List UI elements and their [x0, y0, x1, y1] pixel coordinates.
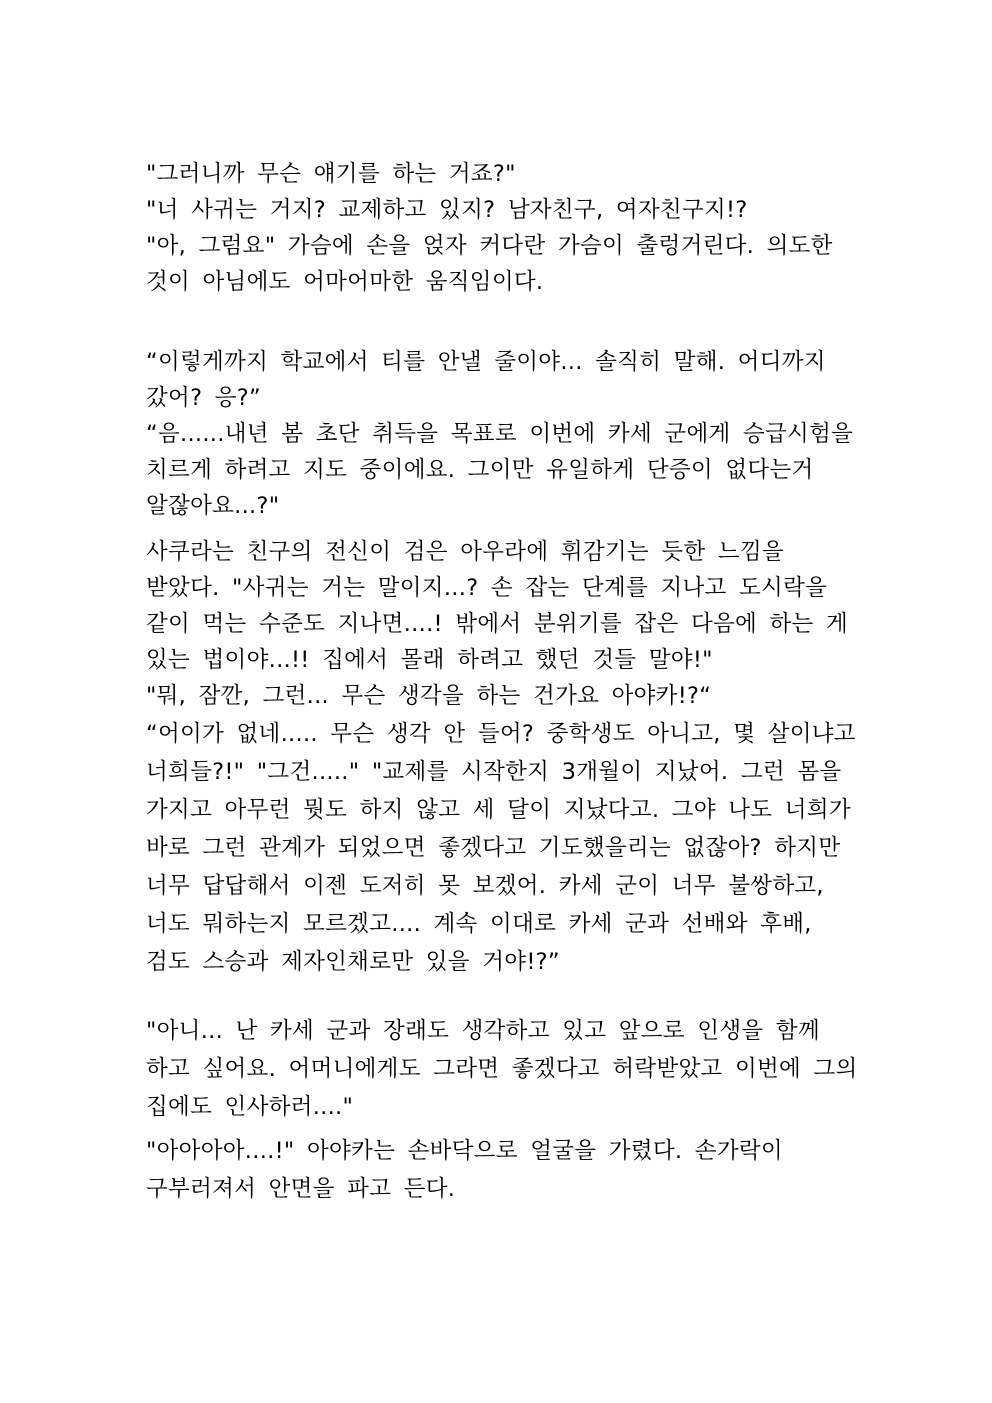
text-line: 치르게 하려고 지도 중이에요. 그이만 유일하게 단증이 없다는거: [146, 457, 814, 483]
text-line: "너 사귀는 거지? 교제하고 있지? 남자친구, 여자친구지!?: [146, 197, 748, 223]
text-line: "뭐, 잠깐, 그런... 무슨 생각을 하는 건가요 아야카!?“: [146, 683, 712, 709]
text-line: 검도 스승과 제자인채로만 있을 거야!?”: [146, 949, 560, 975]
text-line: 집에도 인사하러....": [146, 1094, 354, 1120]
text-line: "그러니까 무슨 얘기를 하는 거죠?": [146, 161, 516, 187]
text-line: 있는 법이야...!! 집에서 몰래 하려고 했던 것들 말야!": [146, 647, 713, 673]
text-line: 너도 뭐하는지 모르겠고.... 계속 이대로 카세 군과 선배와 후배,: [146, 911, 812, 937]
text-line: 갔어? 응?”: [146, 385, 261, 411]
text-line: 사쿠라는 친구의 전신이 검은 아우라에 휘감기는 듯한 느낌을: [146, 539, 785, 565]
text-line: 것이 아님에도 어마어마한 움직임이다.: [146, 269, 544, 295]
text-line: 구부러져서 안면을 파고 든다.: [146, 1176, 456, 1202]
text-line: "아아아아....!" 아야카는 손바닥으로 얼굴을 가렸다. 손가락이: [146, 1138, 783, 1164]
text-line: “음......내년 봄 초단 취득을 목표로 이번에 카세 군에게 승급시험을: [146, 421, 854, 447]
text-line: "아, 그럼요" 가슴에 손을 얹자 커다란 가슴이 출렁거린다. 의도한: [146, 233, 833, 259]
text-line: 바로 그런 관계가 되었으면 좋겠다고 기도했을리는 없잖아? 하지만: [146, 835, 841, 861]
text-line: "아니... 난 카세 군과 장래도 생각하고 있고 앞으로 인생을 함께: [146, 1018, 820, 1044]
text-line: 받았다. "사귀는 거는 말이지...? 손 잡는 단계를 지나고 도시락을: [146, 575, 828, 601]
text-line: “이렇게까지 학교에서 티를 안낼 줄이야... 솔직히 말해. 어디까지: [146, 349, 826, 375]
text-line: 너희들?!" "그건....." "교제를 시작한지 3개월이 지났어. 그런 몸을: [146, 759, 842, 785]
text-line: 같이 먹는 수준도 지나면....! 밖에서 분위기를 잡은 다음에 하는 게: [146, 611, 849, 637]
text-line: 알잖아요...?": [146, 493, 280, 519]
text-line: 가지고 아무런 뭣도 하지 않고 세 달이 지났다고. 그야 나도 너희가: [146, 797, 851, 823]
text-line: 너무 답답해서 이젠 도저히 못 보겠어. 카세 군이 너무 불쌍하고,: [146, 873, 824, 899]
text-line: “어이가 없네..... 무슨 생각 안 들어? 중학생도 아니고, 몇 살이냐고: [146, 721, 856, 747]
text-line: 하고 싶어요. 어머니에게도 그라면 좋겠다고 허락받았고 이번에 그의: [146, 1056, 858, 1082]
